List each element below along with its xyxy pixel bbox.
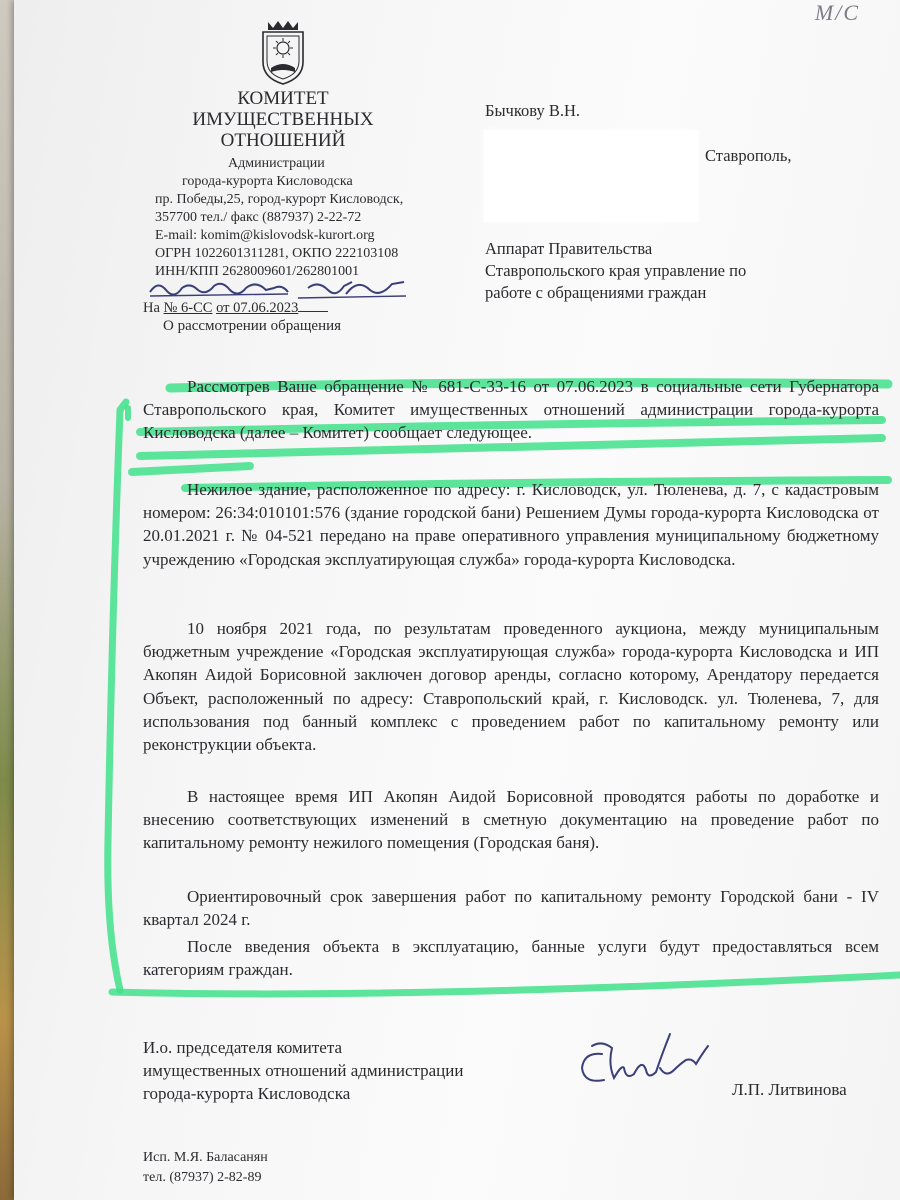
redacted-address	[484, 130, 698, 222]
signatory-line: города-курорта Кисловодска	[143, 1084, 351, 1103]
letter-sheet	[14, 0, 900, 1200]
handwritten-signature	[562, 1024, 712, 1094]
signatory-line: имущественных отношений администрации	[143, 1061, 464, 1080]
body-paragraph-services: После введения объекта в эксплуатацию, банные услуги будут предоставляться всем категориям граждан.	[143, 937, 879, 980]
recipient-city: Ставрополь,	[705, 146, 792, 165]
body-paragraph-intro: Рассмотрев Ваше обращение № 681-С-33-16 от 07.06.2023 в социальные сети Губернатора Ставропольского края, Комитет имущественных отношений администрации города-курорта Кисловодска (далее – Комитет) сообщает следующее.	[143, 377, 879, 443]
ref-prefix: На	[143, 300, 160, 316]
executor-phone: тел. (87937) 2-82-89	[143, 1170, 262, 1185]
letterhead-inn: ИНН/КПП 2628009601/262801001	[155, 264, 360, 279]
committee-title	[168, 88, 398, 151]
body-paragraph-current-works: В настоящее время ИП Акопян Аидой Борисовной проводятся работы по доработке и внесению соответствующих изменений в сметную документацию на проведение работ по капитальному ремонту нежилого помещения (Городская баня).	[143, 787, 879, 853]
letterhead-email: E-mail: komim@kislovodsk-kurort.org	[155, 228, 375, 243]
recipient-org-line: работе с обращениями граждан	[485, 283, 707, 302]
handwritten-outgoing-number	[148, 276, 408, 302]
recipient-org-line: Ставропольского края управление по	[485, 261, 747, 280]
body-paragraph-deadline: Ориентировочный срок завершения работ по капитальному ремонту Городской бани - IV квартал 2024 г.	[143, 887, 879, 930]
reference-line	[143, 300, 328, 317]
coat-of-arms-icon	[258, 18, 308, 86]
signatory-title	[143, 1036, 563, 1105]
title-line: ИМУЩЕСТВЕННЫХ	[192, 109, 374, 130]
body-paragraph-building: Нежилое здание, расположенное по адресу: г. Кисловодск, ул. Тюленева, д. 7, с кадастровым номером: 26:34:010101:576 (здание городской бани) Решением Думы города-курорта Кисловодска от 20.01.2021 г. № 04-521 передано на праве оперативного управления муниципальному бюджетному учреждению «Городская эксплуатирующая служба» города-курорта Кисловодска.	[143, 480, 879, 569]
title-line: КОМИТЕТ	[237, 88, 329, 109]
body-paragraph-lease: 10 ноября 2021 года, по результатам проведенного аукциона, между муниципальным бюджетным учреждение «Городская эксплуатирующая служба» города-курорта Кисловодска и ИП Акопян Аидой Борисовной заключен договор аренды, согласно которому, Арендатору передается Объект, расположенный по адресу: Ставропольский край, г. Кисловодск. ул. Тюленева, 7, для использования под банный комплекс с проведением работ по капитальному ремонту или реконструкции объекта.	[143, 619, 879, 755]
title-line: ОТНОШЕНИЙ	[220, 130, 346, 151]
letterhead-ogrn: ОГРН 1022601311281, ОКПО 222103108	[155, 246, 399, 261]
letterhead-address: пр. Победы,25, город-курорт Кисловодск,	[155, 192, 404, 207]
recipient-org-line: Аппарат Правительства	[485, 239, 653, 258]
letterhead-line: города-курорта Кисловодска	[182, 174, 353, 189]
executor-name: Исп. М.Я. Баласанян	[143, 1150, 268, 1165]
recipient-name: Бычкову В.Н.	[485, 101, 581, 120]
ref-number: № 6-СС	[163, 300, 213, 316]
executor-info	[143, 1148, 268, 1188]
blank-underline	[298, 311, 328, 312]
signatory-line: И.о. председателя комитета	[143, 1038, 343, 1057]
corner-handwritten-mark: M/C	[814, 0, 860, 25]
signer-name: Л.П. Литвинова	[732, 1080, 847, 1099]
ref-date: от 07.06.2023	[216, 300, 299, 316]
subject-line: О рассмотрении обращения	[163, 318, 342, 334]
letterhead-phone: 357700 тел./ факс (887937) 2-22-72	[155, 210, 362, 225]
letterhead-line: Администрации	[228, 156, 325, 171]
